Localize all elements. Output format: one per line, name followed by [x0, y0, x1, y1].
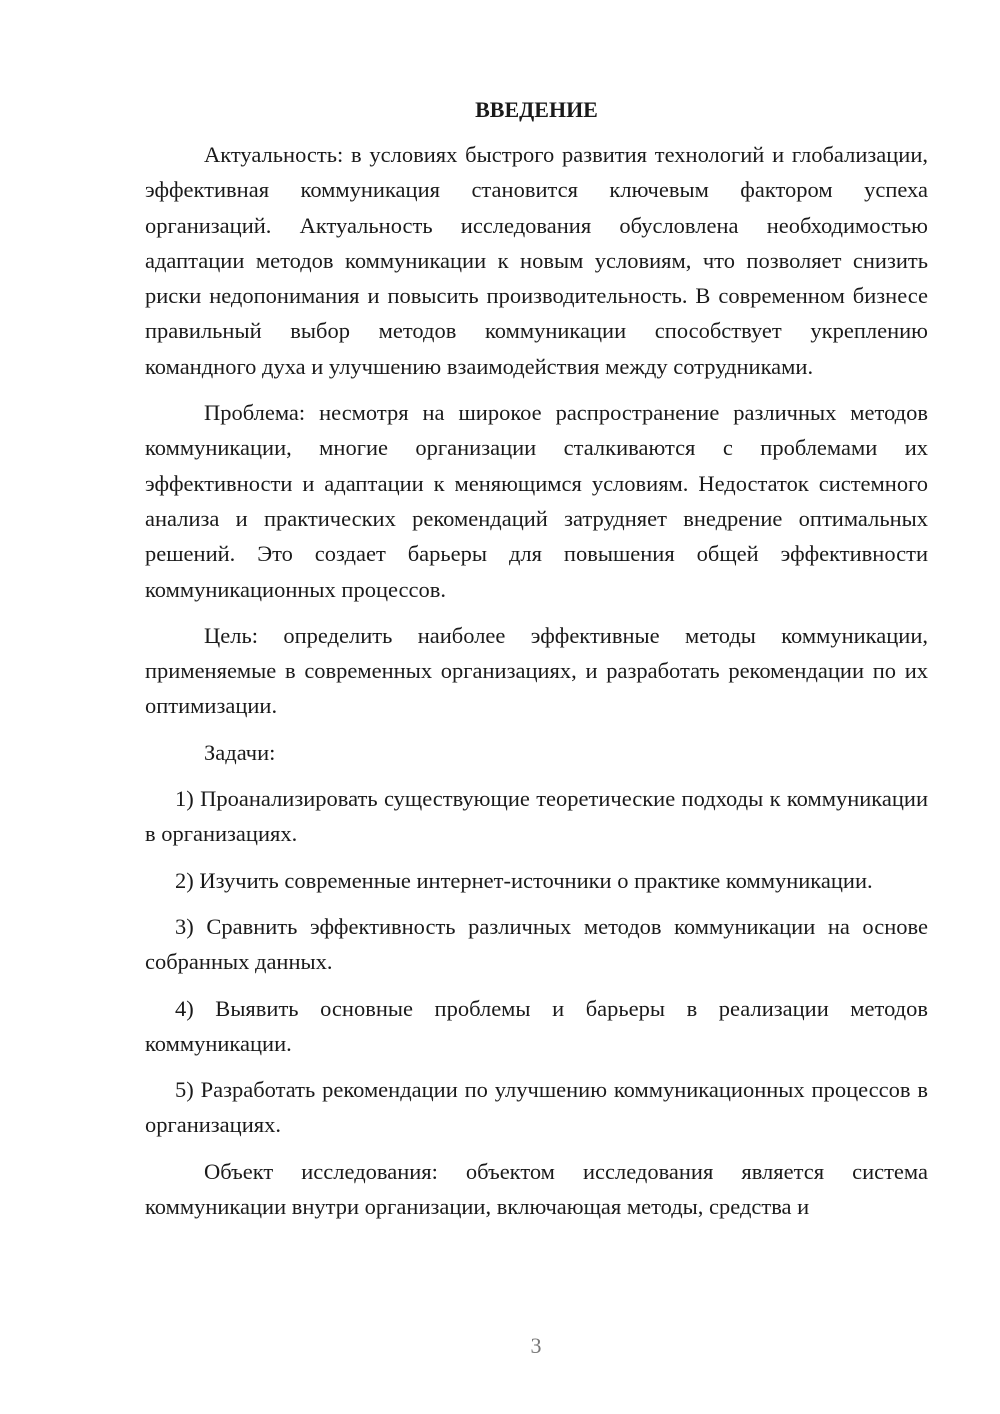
- object-paragraph: Объект исследования: объектом исследования является система коммуникации внутри организации, включающая методы, средства и: [145, 1158, 928, 1220]
- section-heading: ВВЕДЕНИЕ: [475, 97, 598, 122]
- tasks-label: Задачи:: [204, 739, 276, 765]
- problem-paragraph: Проблема: несмотря на широкое распространение различных методов коммуникации, многие организации сталкиваются с проблемами их эффективности и адаптации к меняющимся условиям. Недостаток системного анализа и практических рекомендаций затрудняет внедрение оптимальных решений. Это создает барьеры для повышения общей эффективности коммуникационных процессов.: [145, 400, 928, 602]
- page-number: 3: [530, 1333, 542, 1358]
- goal-paragraph: Цель: определить наиболее эффективные методы коммуникации, применяемые в современных организациях, и разработать рекомендации по их оптимизации.: [145, 622, 928, 719]
- task-item-3: 3) Сравнить эффективность различных методов коммуникации на основе собранных данных.: [145, 913, 928, 975]
- task-item-2: 2) Изучить современные интернет-источники о практике коммуникации.: [175, 867, 873, 893]
- document-page: [145, 95, 928, 1235]
- task-item-4: 4) Выявить основные проблемы и барьеры в реализации методов коммуникации.: [145, 995, 928, 1056]
- relevance-paragraph: Актуальность: в условиях быстрого развития технологий и глобализации, эффективная коммуникация становится ключевым фактором успеха организаций. Актуальность исследования обусловлена необходимостью адаптации методов коммуникации к новым условиям, что позволяет снизить риски недопонимания и повысить производительность. В современном бизнесе правильный выбор методов коммуникации способствует укреплению командного духа и улучшению взаимодействия между сотрудниками.: [145, 142, 928, 379]
- task-item-5: 5) Разработать рекомендации по улучшению коммуникационных процессов в организациях.: [145, 1077, 928, 1138]
- task-item-1: 1) Проанализировать существующие теоретические подходы к коммуникации в организациях.: [145, 786, 928, 847]
